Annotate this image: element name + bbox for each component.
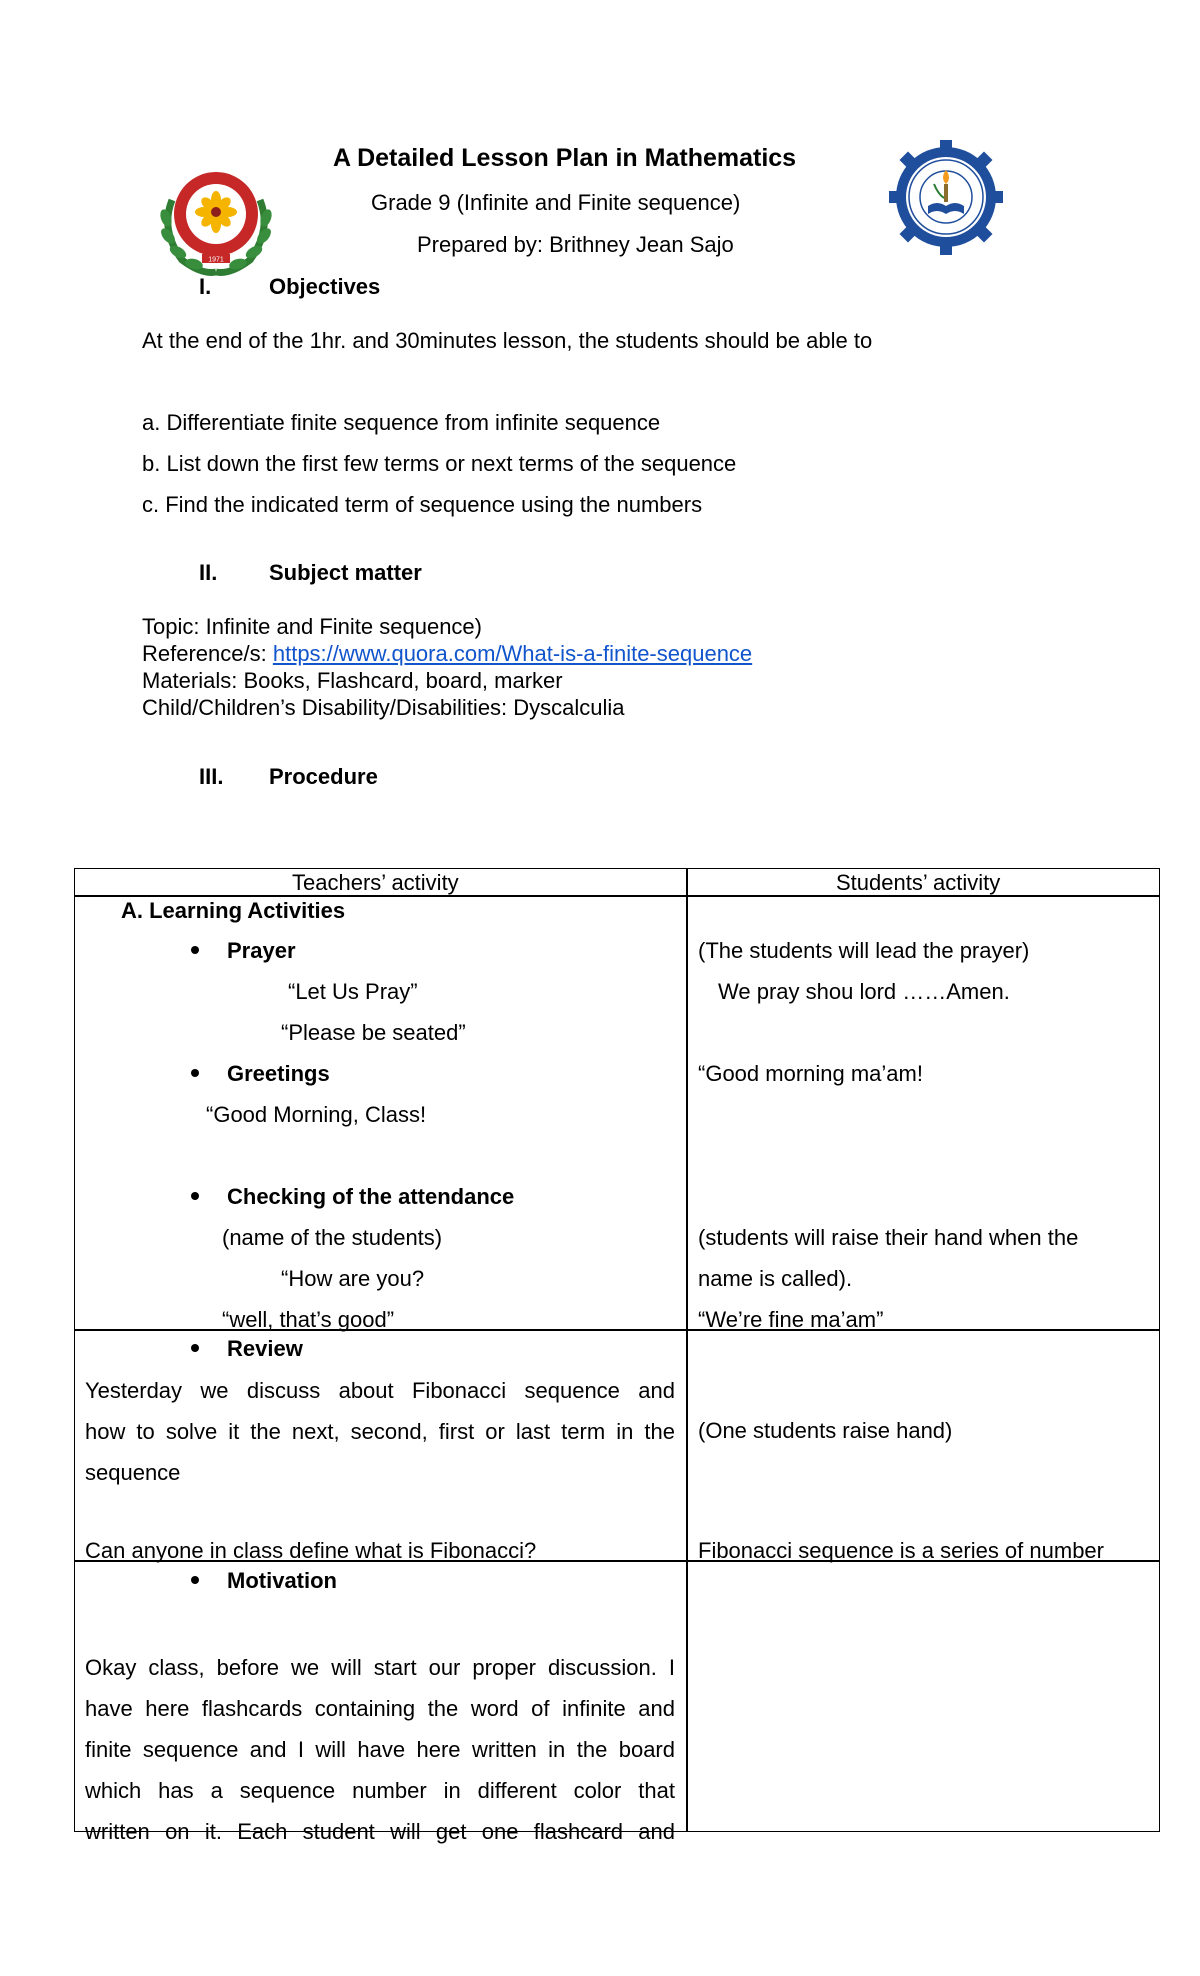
motivation-teacher-paragraph (85, 1647, 675, 1852)
grade-subtitle: Grade 9 (Infinite and Finite sequence) (371, 190, 741, 215)
seal-year-text: 1971 (208, 256, 224, 264)
greetings-bullet (191, 1069, 199, 1077)
review-teacher-line-3: sequence (85, 1460, 181, 1485)
motivation-label: Motivation (227, 1568, 337, 1593)
objectives-intro: At the end of the 1hr. and 30minutes lesson, the students should be able to (142, 328, 873, 353)
attendance-teacher-line-2: “How are you? (281, 1266, 425, 1291)
greetings-student-line: “Good morning ma’am! (698, 1061, 923, 1086)
motivation-bullet (191, 1576, 199, 1584)
review-bullet (191, 1344, 199, 1352)
attendance-student-line-1: (students will raise their hand when the (698, 1225, 1079, 1250)
objectives-numeral: I. (199, 274, 212, 299)
attendance-teacher-line-1: (name of the students) (222, 1225, 443, 1250)
attendance-bullet (191, 1192, 199, 1200)
prayer-bullet (191, 946, 199, 954)
objective-item-c: c. Find the indicated term of sequence using the numbers (142, 492, 703, 517)
attendance-student-line-3: “We’re fine ma’am” (698, 1307, 884, 1332)
reference-line (142, 641, 752, 667)
reference-link[interactable]: https://www.quora.com/What-is-a-finite-sequence (272, 641, 753, 666)
motivation-teacher-line-4: which has a sequence number in different color that (85, 1778, 675, 1803)
college-of-education-seal-logo (885, 140, 1007, 255)
prayer-student-line-1: (The students will lead the prayer) (698, 938, 1030, 963)
disability-value: Dyscalculia (507, 695, 625, 720)
review-teacher-line-2: how to solve it the next, second, first or last term in the (85, 1419, 675, 1444)
university-seal-logo (152, 160, 280, 278)
procedure-numeral: III. (199, 764, 224, 789)
review-student-line-1: (One students raise hand) (698, 1418, 953, 1443)
greetings-teacher-line: “Good Morning, Class! (206, 1102, 427, 1127)
prayer-teacher-line-2: “Please be seated” (281, 1020, 466, 1045)
motivation-teacher-line-1: Okay class, before we will start our proper discussion. I (85, 1655, 675, 1680)
review-teacher-line-1: Yesterday we discuss about Fibonacci sequence and (85, 1378, 675, 1403)
review-label: Review (227, 1336, 303, 1361)
objective-item-a: a. Differentiate finite sequence from infinite sequence (142, 410, 661, 435)
learning-activities-heading: A. Learning Activities (121, 898, 346, 923)
materials-label: Materials: (142, 668, 238, 693)
materials-line (142, 668, 563, 694)
review-teacher-question: Can anyone in class define what is Fibonacci? (85, 1538, 537, 1563)
prayer-teacher-line-1: “Let Us Pray” (288, 979, 418, 1004)
attendance-label: Checking of the attendance (227, 1184, 515, 1209)
attendance-student-line-2: name is called). (698, 1266, 853, 1291)
topic-label: Topic: (142, 614, 200, 639)
motivation-teacher-line-3: finite sequence and I will have here written in the board (85, 1737, 675, 1762)
prayer-label: Prayer (227, 938, 296, 963)
subject-matter-heading: Subject matter (269, 560, 422, 585)
objectives-heading: Objectives (269, 274, 381, 299)
objective-item-b: b. List down the first few terms or next terms of the sequence (142, 451, 737, 476)
subject-matter-numeral: II. (199, 560, 218, 585)
attendance-teacher-line-3: “well, that’s good” (222, 1307, 395, 1332)
prepared-by-line: Prepared by: Brithney Jean Sajo (417, 232, 734, 257)
materials-value: Books, Flashcard, board, marker (237, 668, 563, 693)
motivation-teacher-line-5: written on it. Each student will get one flashcard and (85, 1819, 675, 1844)
procedure-heading: Procedure (269, 764, 378, 789)
disability-label: Child/Children’s Disability/Disabilities: (142, 695, 508, 720)
table-column-divider (686, 868, 688, 1832)
greetings-label: Greetings (227, 1061, 330, 1086)
teachers-activity-header: Teachers’ activity (292, 870, 459, 895)
review-student-line-2: Fibonacci sequence is a series of number (698, 1538, 1104, 1563)
topic-value: Infinite and Finite sequence) (199, 614, 482, 639)
topic-line (142, 614, 482, 640)
prayer-student-line-2: We pray shou lord ……Amen. (718, 979, 1010, 1004)
review-teacher-paragraph (85, 1370, 675, 1493)
reference-label: Reference/s: (142, 641, 267, 666)
students-activity-header: Students’ activity (836, 870, 1001, 895)
disability-line (142, 695, 625, 721)
document-title: A Detailed Lesson Plan in Mathematics (333, 144, 797, 172)
motivation-teacher-line-2: have here flashcards containing the word of infinite and (85, 1696, 675, 1721)
